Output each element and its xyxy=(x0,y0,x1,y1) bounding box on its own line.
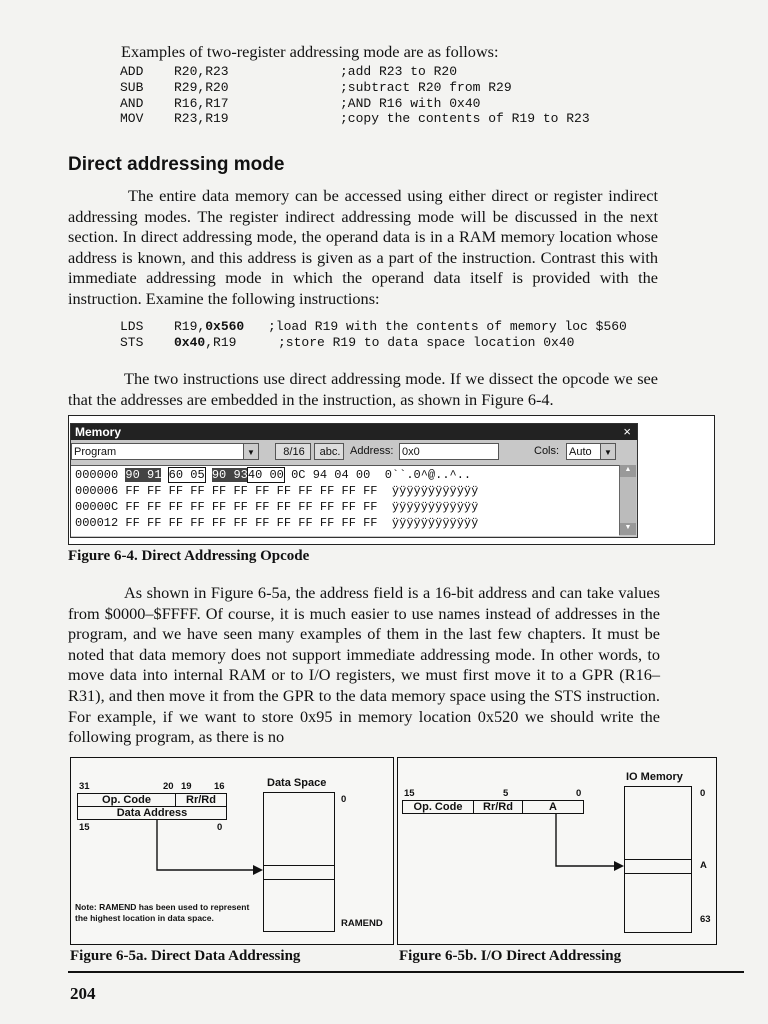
code-op: LDS xyxy=(120,319,144,334)
address-input[interactable]: 0x0 xyxy=(399,443,499,460)
address-label: Address: xyxy=(350,445,394,457)
bit-0-label: 0 xyxy=(217,822,223,833)
memory-bytes: FF FF xyxy=(211,500,248,514)
memory-bytes: FF FF xyxy=(168,484,205,498)
cols-select[interactable] xyxy=(566,443,616,460)
memory-address: 000012 xyxy=(75,516,119,530)
opcode-field: Op. Code xyxy=(402,800,474,814)
ramend-note: Note: RAMEND has been used to represent the highest location in data space. xyxy=(75,902,250,923)
io-memory-title: IO Memory xyxy=(626,771,683,783)
code-op: MOV xyxy=(120,111,144,127)
code-args: R20,R23 xyxy=(174,64,229,79)
scroll-up-icon[interactable]: ▲ xyxy=(620,465,636,477)
memory-byte-highlight: 90 93 xyxy=(211,468,248,482)
memory-bytes: FF FF FF FF xyxy=(298,500,378,514)
data-address-field: Data Address xyxy=(77,806,227,820)
memory-title: Memory xyxy=(75,425,122,439)
code-arg: ,R19 xyxy=(205,335,237,350)
code-block-1 xyxy=(120,64,680,128)
memory-ascii: ÿÿÿÿÿÿÿÿÿÿÿÿ xyxy=(391,516,479,530)
a-field: A xyxy=(522,800,584,814)
memory-bytes: FF FF xyxy=(211,484,248,498)
code-args: R16,R17 xyxy=(174,95,229,111)
code-args: R23,R19 xyxy=(174,111,229,127)
rrd-field: Rr/Rd xyxy=(473,800,523,814)
opcode-field: Op. Code xyxy=(77,793,176,807)
memory-row xyxy=(75,468,471,483)
io-a-label: A xyxy=(700,860,707,871)
paragraph-2: The two instructions use direct addressing mode. If we dissect the opcode we see that the addresses are embedded in the instruction, as shown in Figure 6-4. xyxy=(68,369,658,409)
memory-byte-highlight: 40 00 xyxy=(247,468,284,482)
cols-label: Cols: xyxy=(534,445,560,457)
figure-6-5a xyxy=(70,757,394,945)
chevron-down-icon[interactable]: ▼ xyxy=(243,444,258,459)
close-icon[interactable]: × xyxy=(623,424,631,439)
code-block-2 xyxy=(120,319,680,353)
ramend-label: RAMEND xyxy=(341,918,383,929)
memory-window xyxy=(70,423,638,538)
memory-row xyxy=(75,484,478,499)
memory-bytes: FF FF xyxy=(255,516,292,530)
memory-bytes: FF FF xyxy=(255,484,292,498)
memory-row xyxy=(75,516,478,531)
code-args: R29,R20 xyxy=(174,79,229,95)
bit-19-label: 19 xyxy=(181,781,192,792)
memory-bytes: FF FF FF FF xyxy=(298,516,378,530)
memory-space-value: Program xyxy=(74,446,117,458)
memory-address: 000006 xyxy=(75,484,119,498)
scroll-down-icon[interactable]: ▼ xyxy=(620,523,636,535)
memory-row xyxy=(75,500,478,515)
memory-grid xyxy=(71,465,619,536)
cols-value: Auto xyxy=(569,446,592,458)
io-memory-zero: 0 xyxy=(700,788,706,799)
memory-ascii: ÿÿÿÿÿÿÿÿÿÿÿÿ xyxy=(391,500,479,514)
memory-space-select[interactable] xyxy=(71,443,259,460)
figure-6-5b xyxy=(397,757,717,945)
code-comment: ;subtract R20 from R29 xyxy=(340,79,512,95)
code-comment: ;copy the contents of R19 to R23 xyxy=(340,111,590,127)
intro-text: Examples of two-register addressing mode are as follows: xyxy=(121,42,499,61)
memory-bytes: FF FF xyxy=(125,516,162,530)
memory-bytes: FF FF xyxy=(125,484,162,498)
bit-16-label: 16 xyxy=(214,781,225,792)
chevron-down-icon[interactable]: ▼ xyxy=(600,444,615,459)
memory-bytes: FF FF FF FF xyxy=(298,484,378,498)
page-number: 204 xyxy=(70,984,96,1003)
memory-byte-highlight: 60 05 xyxy=(168,468,205,482)
rrd-field: Rr/Rd xyxy=(175,793,227,807)
width-toggle-button[interactable]: 8/16 xyxy=(275,443,311,460)
memory-address: 00000C xyxy=(75,500,119,514)
code-address: 0x40 xyxy=(174,335,206,350)
memory-byte-highlight: 90 91 xyxy=(125,468,162,482)
section-heading: Direct addressing mode xyxy=(68,154,285,175)
footer-rule xyxy=(68,971,744,973)
code-op: STS xyxy=(120,335,144,350)
figure-6-5a-caption: Figure 6-5a. Direct Data Addressing xyxy=(70,948,301,964)
bit-31-label: 31 xyxy=(79,781,90,792)
bit-15-label: 15 xyxy=(404,788,415,799)
bit-0-label: 0 xyxy=(576,788,582,799)
memory-bytes: FF FF xyxy=(168,516,205,530)
code-comment: ;load R19 with the contents of memory loc $560 xyxy=(268,319,627,334)
code-op: SUB xyxy=(120,79,144,95)
memory-scrollbar[interactable] xyxy=(619,465,636,535)
memory-bytes: FF FF xyxy=(168,500,205,514)
figure-6-5b-caption: Figure 6-5b. I/O Direct Addressing xyxy=(399,948,622,964)
bit-15-label: 15 xyxy=(79,822,90,833)
paragraph-3: As shown in Figure 6-5a, the address field is a 16-bit address and can take values from $0000–$FFFF. Of course, it is much easier to use names instead of addresses in the program, and we have seen many examples of them in the last few chapters. It must be noted that data memory does not support immediate addressing mode. In other words, to move data into internal RAM or to I/O registers, we must first move it to a GPR (R16–R31), and then move it from the GPR to the data memory space using the STS instruction. For example, if we want to store 0x95 in memory location 0x520 we should write the following program, as there is no xyxy=(68,583,660,747)
code-comment: ;add R23 to R20 xyxy=(340,64,458,79)
code-address: 0x560 xyxy=(205,319,245,334)
memory-ascii: ÿÿÿÿÿÿÿÿÿÿÿÿ xyxy=(391,484,479,498)
memory-bytes: FF FF xyxy=(125,500,162,514)
code-comment: ;AND R16 with 0x40 xyxy=(340,95,481,111)
figure-6-4-caption: Figure 6-4. Direct Addressing Opcode xyxy=(68,548,310,564)
memory-bytes: 0C 94 04 00 xyxy=(291,468,371,482)
memory-ascii: 0``.0^@..^.. xyxy=(384,468,472,482)
data-space-zero: 0 xyxy=(341,794,347,805)
io-end-label: 63 xyxy=(700,914,711,925)
code-op: ADD xyxy=(120,64,144,79)
memory-bytes: FF FF xyxy=(211,516,248,530)
code-op: AND xyxy=(120,95,144,111)
arrow-graphic xyxy=(398,758,716,944)
memory-bytes: FF FF xyxy=(255,500,292,514)
memory-address: 000000 xyxy=(75,468,119,482)
memory-title-bar xyxy=(71,424,637,440)
code-comment: ;store R19 to data space location 0x40 xyxy=(278,335,575,350)
bit-5-label: 5 xyxy=(503,788,509,799)
arrow-graphic xyxy=(71,758,393,944)
paragraph-1: The entire data memory can be accessed using either direct or register indirect addressing modes. The register indirect addressing mode will be discussed in the next section. In direct addressing mode, the operand data is in a RAM memory location whose address is known, and this address is given as a part of the instruction. Contrast this with immediate addressing mode in which the operand data itself is provided with the instruction. Examine the following instructions: xyxy=(68,186,658,308)
bit-20-label: 20 xyxy=(163,781,174,792)
ascii-toggle-button[interactable]: abc. xyxy=(314,443,344,460)
data-space-title: Data Space xyxy=(267,777,327,789)
code-arg: R19, xyxy=(174,319,206,334)
